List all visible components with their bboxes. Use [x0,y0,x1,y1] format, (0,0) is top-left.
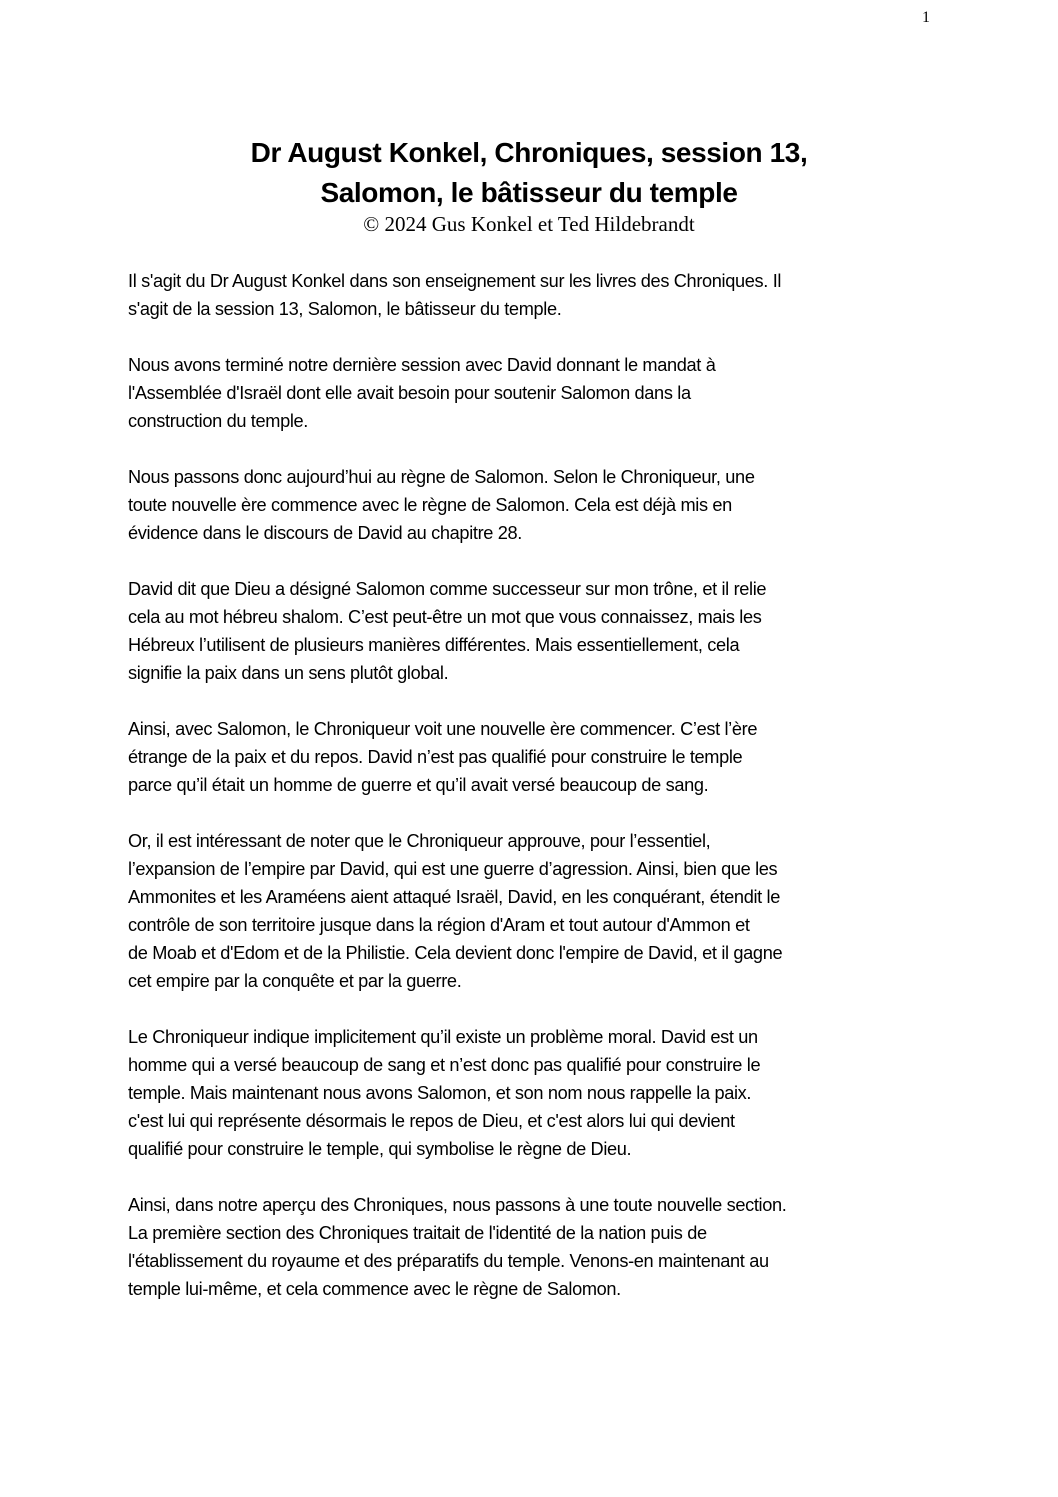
text-line: de Moab et d'Edom et de la Philistie. Cela devient donc l'empire de David, et il gagne [128,943,783,963]
text-line: Il s'agit du Dr August Konkel dans son enseignement sur les livres des Chroniques. Il [128,271,782,291]
document-header [0,133,1058,237]
page-number: 1 [922,9,930,26]
text-line: Ainsi, avec Salomon, le Chroniqueur voit une nouvelle ère commencer. C’est l’ère [128,719,758,739]
paragraph-5 [128,715,928,799]
text-line: l'Assemblée d'Israël dont elle avait besoin pour soutenir Salomon dans la [128,383,691,403]
text-line: construction du temple. [128,411,308,431]
text-line: c'est lui qui représente désormais le repos de Dieu, et c'est alors lui qui devient [128,1111,735,1131]
text-line: l'établissement du royaume et des préparatifs du temple. Venons-en maintenant au [128,1251,769,1271]
text-line: Ainsi, dans notre aperçu des Chroniques, nous passons à une toute nouvelle section. [128,1195,787,1215]
text-line: cet empire par la conquête et par la guerre. [128,971,462,991]
text-line: temple. Mais maintenant nous avons Salomon, et son nom nous rappelle la paix. [128,1083,752,1103]
paragraph-1 [128,267,928,323]
document-title-line-1: Dr August Konkel, Chroniques, session 13, [250,137,808,168]
text-line: Nous avons terminé notre dernière session avec David donnant le mandat à [128,355,716,375]
paragraph-7 [128,1023,928,1163]
document-body [128,267,928,1331]
text-line: La première section des Chroniques traitait de l'identité de la nation puis de [128,1223,707,1243]
paragraph-4 [128,575,928,687]
text-line: contrôle de son territoire jusque dans la région d'Aram et tout autour d'Ammon et [128,915,750,935]
text-line: Or, il est intéressant de noter que le Chroniqueur approuve, pour l’essentiel, [128,831,711,851]
paragraph-8 [128,1191,928,1303]
text-line: David dit que Dieu a désigné Salomon comme successeur sur mon trône, et il relie [128,579,767,599]
text-line: Nous passons donc aujourd’hui au règne de Salomon. Selon le Chroniqueur, une [128,467,755,487]
copyright-notice: © 2024 Gus Konkel et Ted Hildebrandt [363,212,695,236]
paragraph-3 [128,463,928,547]
text-line: cela au mot hébreu shalom. C’est peut-être un mot que vous connaissez, mais les [128,607,762,627]
document-title-line-2: Salomon, le bâtisseur du temple [320,177,738,208]
text-line: temple lui-même, et cela commence avec le règne de Salomon. [128,1279,621,1299]
text-line: parce qu’il était un homme de guerre et qu’il avait versé beaucoup de sang. [128,775,709,795]
text-line: évidence dans le discours de David au chapitre 28. [128,523,522,543]
text-line: toute nouvelle ère commence avec le règne de Salomon. Cela est déjà mis en [128,495,732,515]
text-line: qualifié pour construire le temple, qui symbolise le règne de Dieu. [128,1139,632,1159]
paragraph-2 [128,351,928,435]
text-line: Ammonites et les Araméens aient attaqué Israël, David, en les conquérant, étendit le [128,887,781,907]
text-line: Hébreux l’utilisent de plusieurs manières différentes. Mais essentiellement, cela [128,635,740,655]
text-line: s'agit de la session 13, Salomon, le bâtisseur du temple. [128,299,562,319]
paragraph-6 [128,827,928,995]
text-line: étrange de la paix et du repos. David n’est pas qualifié pour construire le temple [128,747,743,767]
text-line: l’expansion de l’empire par David, qui est une guerre d’agression. Ainsi, bien que les [128,859,778,879]
text-line: signifie la paix dans un sens plutôt global. [128,663,449,683]
text-line: Le Chroniqueur indique implicitement qu’il existe un problème moral. David est un [128,1027,758,1047]
text-line: homme qui a versé beaucoup de sang et n’est donc pas qualifié pour construire le [128,1055,761,1075]
